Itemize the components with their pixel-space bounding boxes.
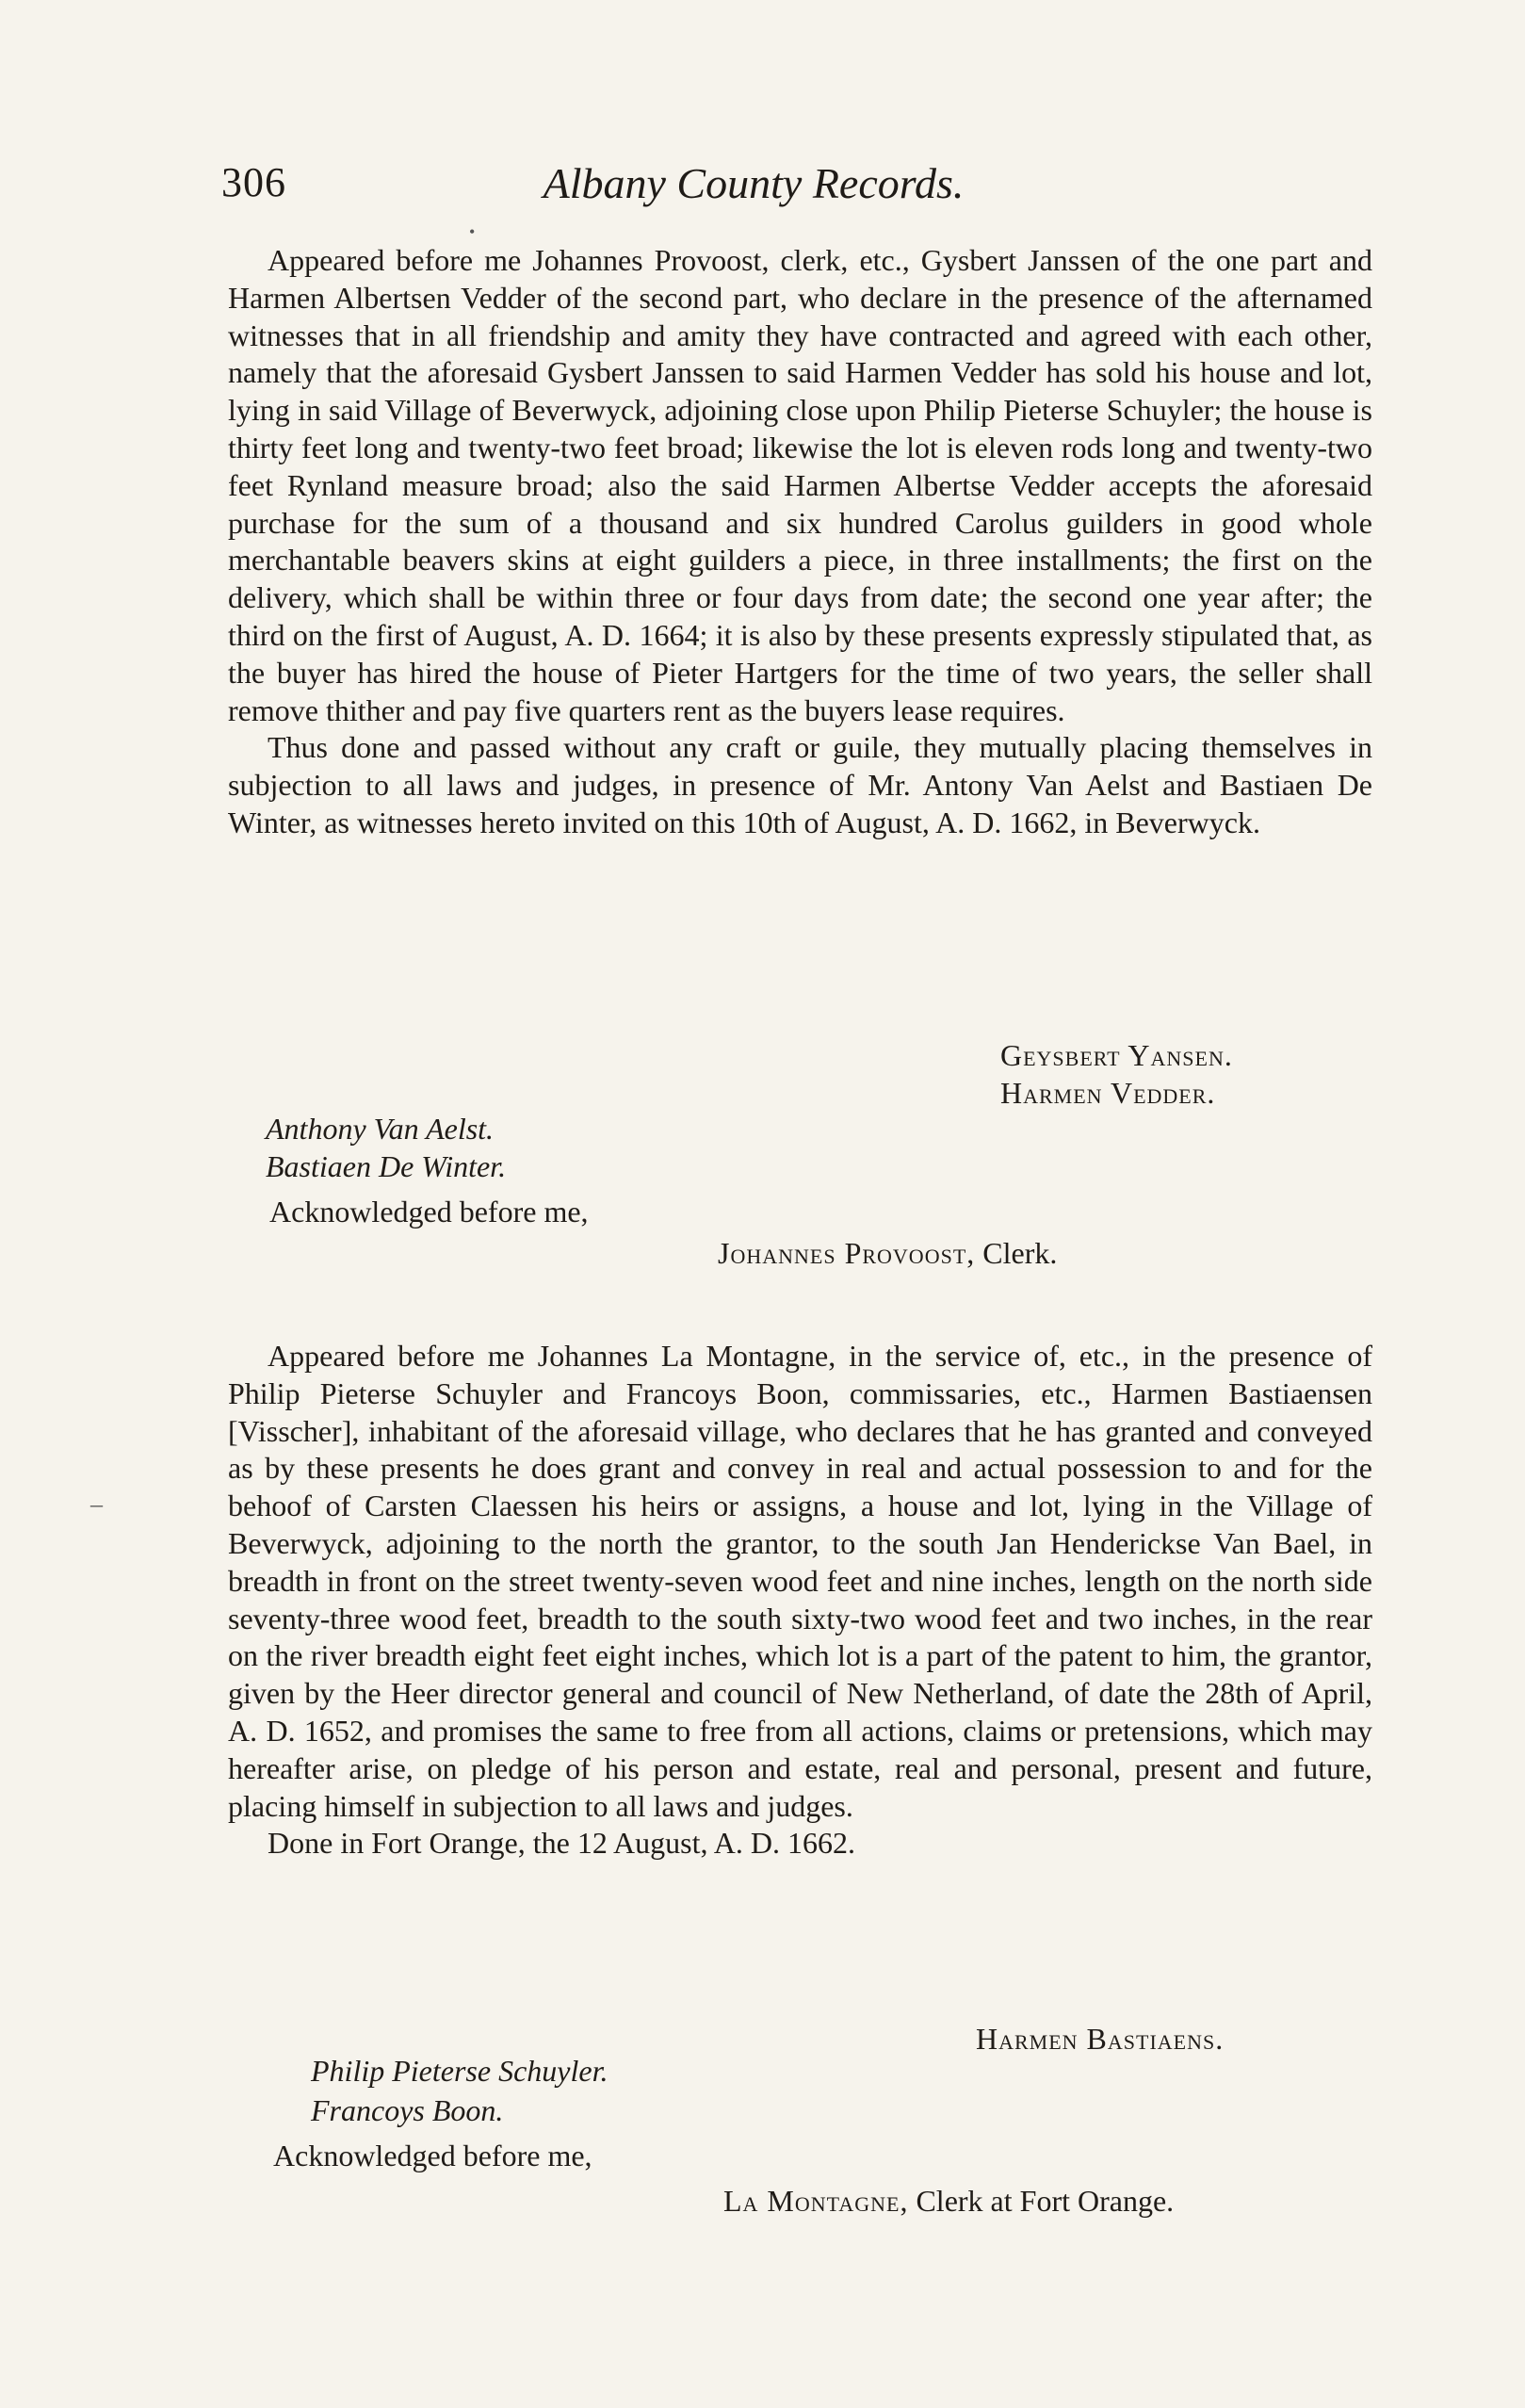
margin-dash-mark: – xyxy=(90,1490,103,1518)
deed2-paragraph-1: Appeared before me Johannes La Montagne, in the service of, etc., in the presence of Philip Pieterse Schuyler and Francoys Boon, commissaries, etc., Harmen Bastiaensen [Visscher], inhabitant of the aforesaid village, who declares that he has granted and conveyed as by these presents he does grant and convey in real and actual possession to and for the behoof of Carsten Claessen his heirs or assigns, a house and lot, lying in the Village of Beverwyck, adjoining to the north the grantor, to the south Jan Henderickse Van Bael, in breadth in front on the street twenty-seven wood feet and nine inches, length on the north side seventy-three wood feet, breadth to the south sixty-two wood feet and two inches, in the rear on the river breadth eight feet eight inches, which lot is a part of the patent to him, the grantor, given by the Heer director general and council of New Netherland, of date the 28th of April, A. D. 1652, and promises the same to free from all actions, claims or pretensions, which may hereafter arise, on pledge of his person and estate, real and personal, present and future, placing himself in subjection to all laws and judges. xyxy=(228,1339,1372,1823)
deed1-signer-1: Geysbert Yansen. xyxy=(1000,1038,1233,1072)
deed1-signer-2: Harmen Vedder. xyxy=(1000,1076,1216,1110)
deed1-acknowledgement: Acknowledged before me, xyxy=(269,1195,589,1228)
deed2-paragraph-2: Done in Fort Orange, the 12 August, A. D. 1662. xyxy=(268,1826,855,1861)
deed2-signer: Harmen Bastiaens. xyxy=(976,2022,1225,2056)
deed2-acknowledgement: Acknowledged before me, xyxy=(273,2139,592,2172)
deed1-body xyxy=(228,242,1372,842)
deed1-clerk-title: Clerk. xyxy=(982,1236,1058,1270)
deed1-clerk-signature xyxy=(718,1234,1057,1272)
deed2-body xyxy=(228,1338,1372,1863)
running-title: Albany County Records. xyxy=(543,159,965,207)
deed1-paragraph-2: Thus done and passed without any craft or guile, they mutually placing themselves in subjection to all laws and judges, in presence of Mr. Antony Van Aelst and Bastiaen De Winter, as witnesses hereto invited on this 10th of August, A. D. 1662, in Beverwyck. xyxy=(228,730,1372,839)
deed2-clerk-signature xyxy=(723,2182,1174,2220)
deed2-clerk-name: La Montagne, xyxy=(723,2184,909,2218)
stray-mark: • xyxy=(469,222,476,241)
page-header xyxy=(221,158,1286,215)
deed1-witness-2: Bastiaen De Winter. xyxy=(266,1149,507,1183)
page-number: 306 xyxy=(221,159,286,205)
deed2-witness-2: Francoys Boon. xyxy=(311,2093,504,2127)
deed2-witness-1: Philip Pieterse Schuyler. xyxy=(311,2054,608,2088)
deed2-clerk-title: Clerk at Fort Orange. xyxy=(916,2184,1175,2218)
deed1-paragraph-1: Appeared before me Johannes Provoost, clerk, etc., Gysbert Janssen of the one part and Harmen Albertsen Vedder of the second part, who declare in the presence of the afternamed witnesses that in all friendship and amity they have contracted and agreed with each other, namely that the aforesaid Gysbert Janssen to said Harmen Vedder has sold his house and lot, lying in said Village of Beverwyck, adjoining close upon Philip Pieterse Schuyler; the house is thirty feet long and twenty-two feet broad; likewise the lot is eleven rods long and twenty-two feet Rynland measure broad; also the said Harmen Albertse Vedder accepts the aforesaid purchase for the sum of a thousand and six hundred Carolus guilders in good whole merchantable beavers skins at eight guilders a piece, in three installments; the first on the delivery, which shall be within three or four days from date; the second one year after; the third on the first of August, A. D. 1664; it is also by these presents expressly stipulated that, as the buyer has hired the house of Pieter Hartgers for the time of two years, the seller shall remove thither and pay five quarters rent as the buyers lease requires. xyxy=(228,243,1372,727)
deed1-clerk-name: Johannes Provoost, xyxy=(718,1236,976,1270)
deed1-witness-1: Anthony Van Aelst. xyxy=(266,1112,495,1146)
